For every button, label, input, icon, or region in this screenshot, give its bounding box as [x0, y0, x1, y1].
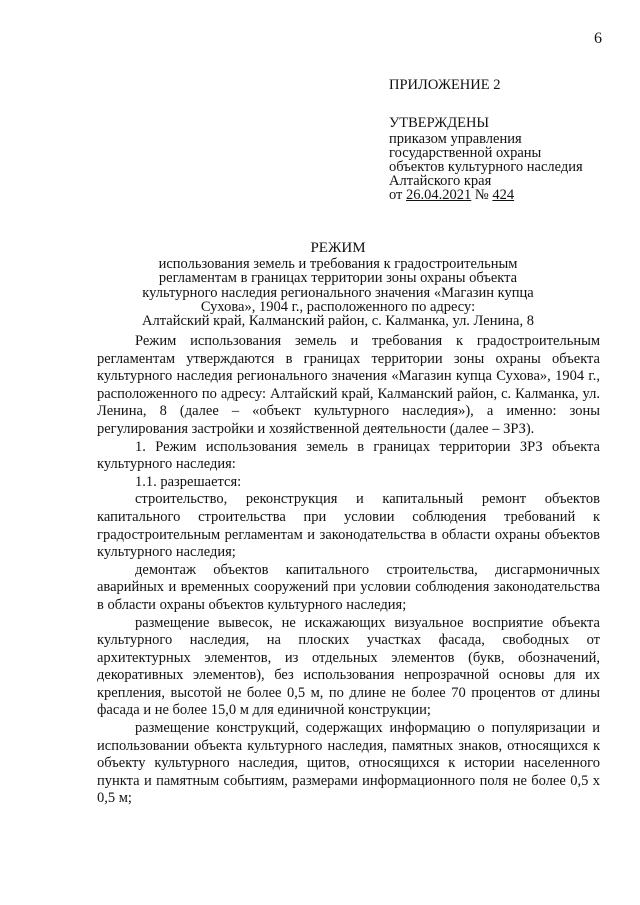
title-heading: РЕЖИМ	[310, 240, 366, 256]
approval-date-line	[389, 188, 629, 203]
body-paragraph: Режим использования земель и требования к градостроительным регламентам утверждаются в границах территории зоны охраны объекта культурного наследия регионального значения «Магазин купца Сухова», 1904 г., расположенного по адресу: Алтайский край, Калманский район, с. Калманка, ул. Ленина, 8 (далее – «объект культурного наследия»), а именно: зоны регулирования застройки и хозяйственной деятельности (далее – ЗРЗ).	[97, 333, 600, 437]
body-paragraph: строительство, реконструкция и капитальный ремонт объектов капитального строительства при условии соблюдения требований к градостроительным регламентам и законодательства в области охраны объектов культурного наследия;	[97, 491, 600, 561]
approval-line: государственной охраны	[389, 145, 542, 161]
title-line: использования земель и требования к градостроительным	[158, 256, 518, 272]
approved-label: УТВЕРЖДЕНЫ	[389, 115, 490, 131]
body-paragraph: демонтаж объектов капитального строительства, дисгармоничных аварийных и временных сооружений при условии соблюдения законодательства в области охраны объектов культурного наследия;	[97, 561, 600, 613]
document-body	[97, 333, 600, 808]
appendix-label: ПРИЛОЖЕНИЕ 2	[389, 77, 501, 93]
body-paragraph: 1.1. разрешается:	[135, 473, 242, 490]
page-number: 6	[594, 30, 602, 47]
approval-line: приказом управления	[389, 131, 522, 147]
approval-line: Алтайского края	[389, 173, 492, 189]
title-line: Алтайский край, Калманский район, с. Калманка, ул. Ленина, 8	[142, 313, 534, 330]
document-title	[110, 240, 566, 328]
approval-date: 26.04.2021	[406, 187, 472, 203]
approval-number: 424	[492, 187, 515, 203]
date-prefix: от	[389, 187, 407, 203]
body-paragraph: размещение конструкций, содержащих информацию о популяризации и использовании объекта культурного наследия, памятных знаков, относящихся к объекту культурного наследия, щитов, относящихся к истории населенного пункта и памятным событиям, размерами информационного поля не более 0,5 х 0,5 м;	[97, 720, 600, 807]
title-line: культурного наследия регионального значения «Магазин купца	[142, 284, 534, 301]
approval-block	[389, 77, 629, 203]
title-line: Сухова», 1904 г., расположенного по адресу:	[200, 298, 476, 315]
title-line: регламентам в границах территории зоны охраны объекта	[158, 270, 518, 287]
body-paragraph: размещение вывесок, не искажающих визуальное восприятие объекта культурного наследия, на плоских участках фасада, свободных от архитектурных элементов, из отдельных элементов (букв, обозначений, декоративных элементов), без использования непрозрачной основы для их крепления, высотой не более 0,5 м, по длине не более 70 процентов от длины фасада и не более 15,0 м для единичной конструкции;	[97, 614, 600, 719]
number-prefix: №	[471, 187, 493, 203]
body-paragraph: 1. Режим использования земель в границах территории ЗРЗ объекта культурного наследия:	[97, 438, 600, 473]
approval-line: объектов культурного наследия	[389, 159, 583, 175]
